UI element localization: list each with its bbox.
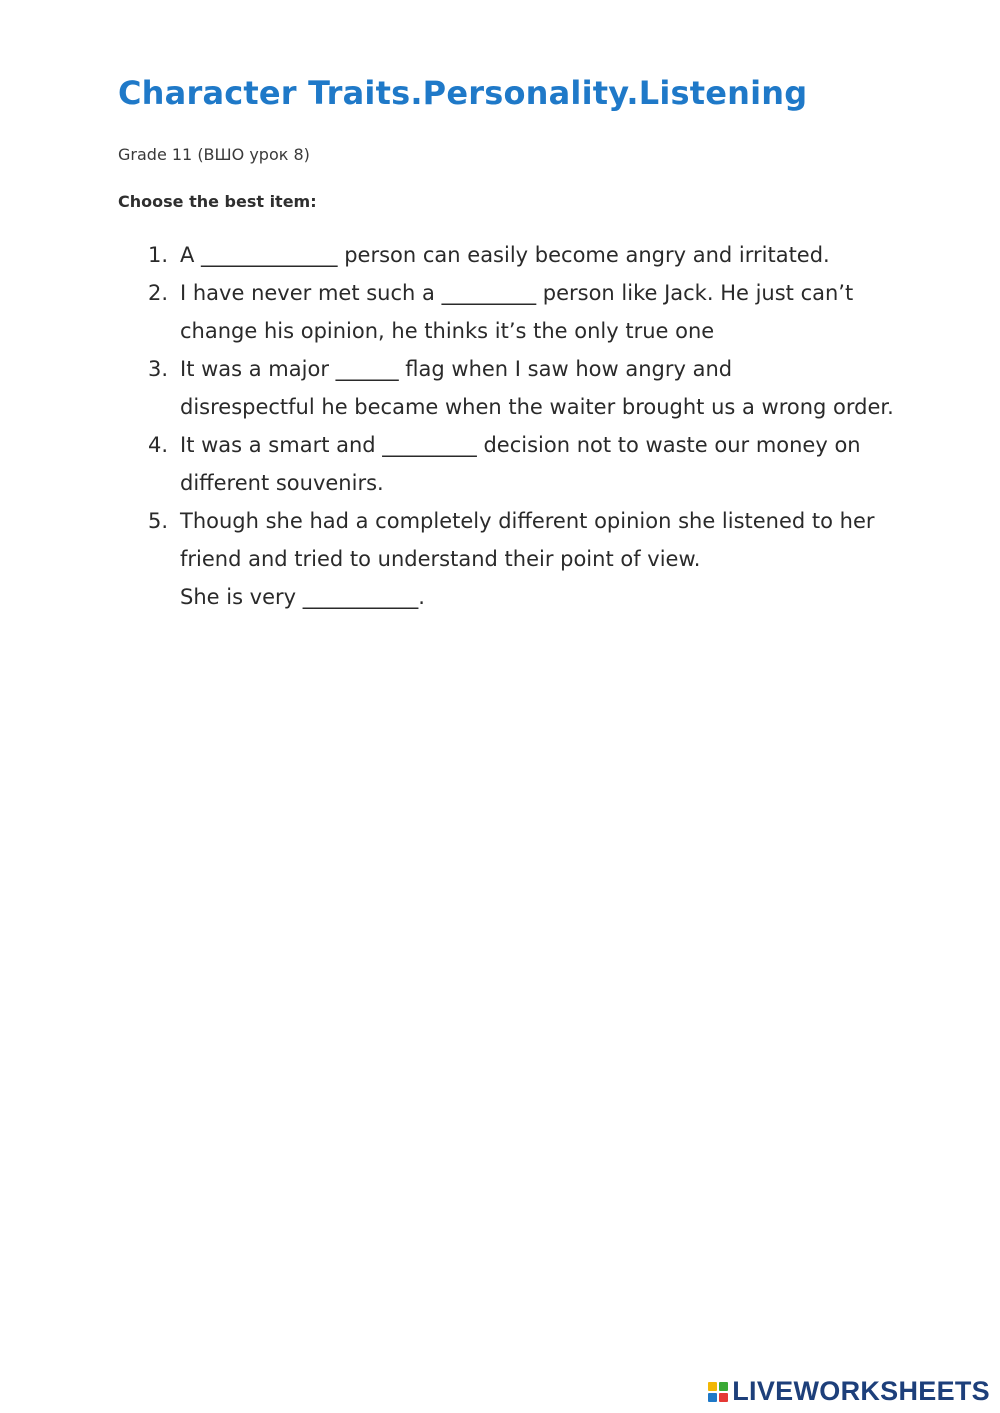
- question-text-line: disrespectful he became when the waiter brought us a wrong order.: [180, 395, 894, 419]
- question-list: [148, 236, 948, 616]
- question-number: 4.: [148, 433, 169, 457]
- instruction-text: Choose the best item:: [118, 192, 317, 211]
- liveworksheets-logo[interactable]: [708, 1376, 990, 1407]
- question-item: [148, 426, 948, 502]
- question-text-line: change his opinion, he thinks it’s the only true one: [180, 319, 715, 343]
- question-item: [148, 350, 948, 426]
- question-number: 2.: [148, 281, 169, 305]
- page-title: Character Traits.Personality.Listening: [118, 74, 808, 112]
- question-text-line: I have never met such a _________ person like Jack. He just can’t: [180, 281, 854, 305]
- question-item: [148, 236, 948, 274]
- question-text-line: It was a major ______ flag when I saw how angry and: [180, 357, 733, 381]
- question-number: 1.: [148, 243, 169, 267]
- question-number: 5.: [148, 509, 169, 533]
- logo-square-green: [719, 1382, 728, 1391]
- question-item: [148, 502, 948, 616]
- logo-text: LIVEWORKSHEETS: [732, 1376, 990, 1406]
- grade-subtitle: Grade 11 (ВШО урок 8): [118, 145, 310, 164]
- logo-square-blue: [708, 1393, 717, 1402]
- question-text-line: Though she had a completely different opinion she listened to her: [180, 509, 875, 533]
- question-text-line: different souvenirs.: [180, 471, 384, 495]
- question-number: 3.: [148, 357, 169, 381]
- question-text-line: friend and tried to understand their point of view.: [180, 547, 701, 571]
- question-text-line: She is very ___________.: [180, 585, 425, 609]
- question-item: [148, 274, 948, 350]
- question-text-line: A _____________ person can easily become angry and irritated.: [180, 243, 830, 267]
- question-text-line: It was a smart and _________ decision not to waste our money on: [180, 433, 861, 457]
- logo-square-red: [719, 1393, 728, 1402]
- logo-square-yellow: [708, 1382, 717, 1391]
- liveworksheets-logo-icon: [708, 1382, 728, 1402]
